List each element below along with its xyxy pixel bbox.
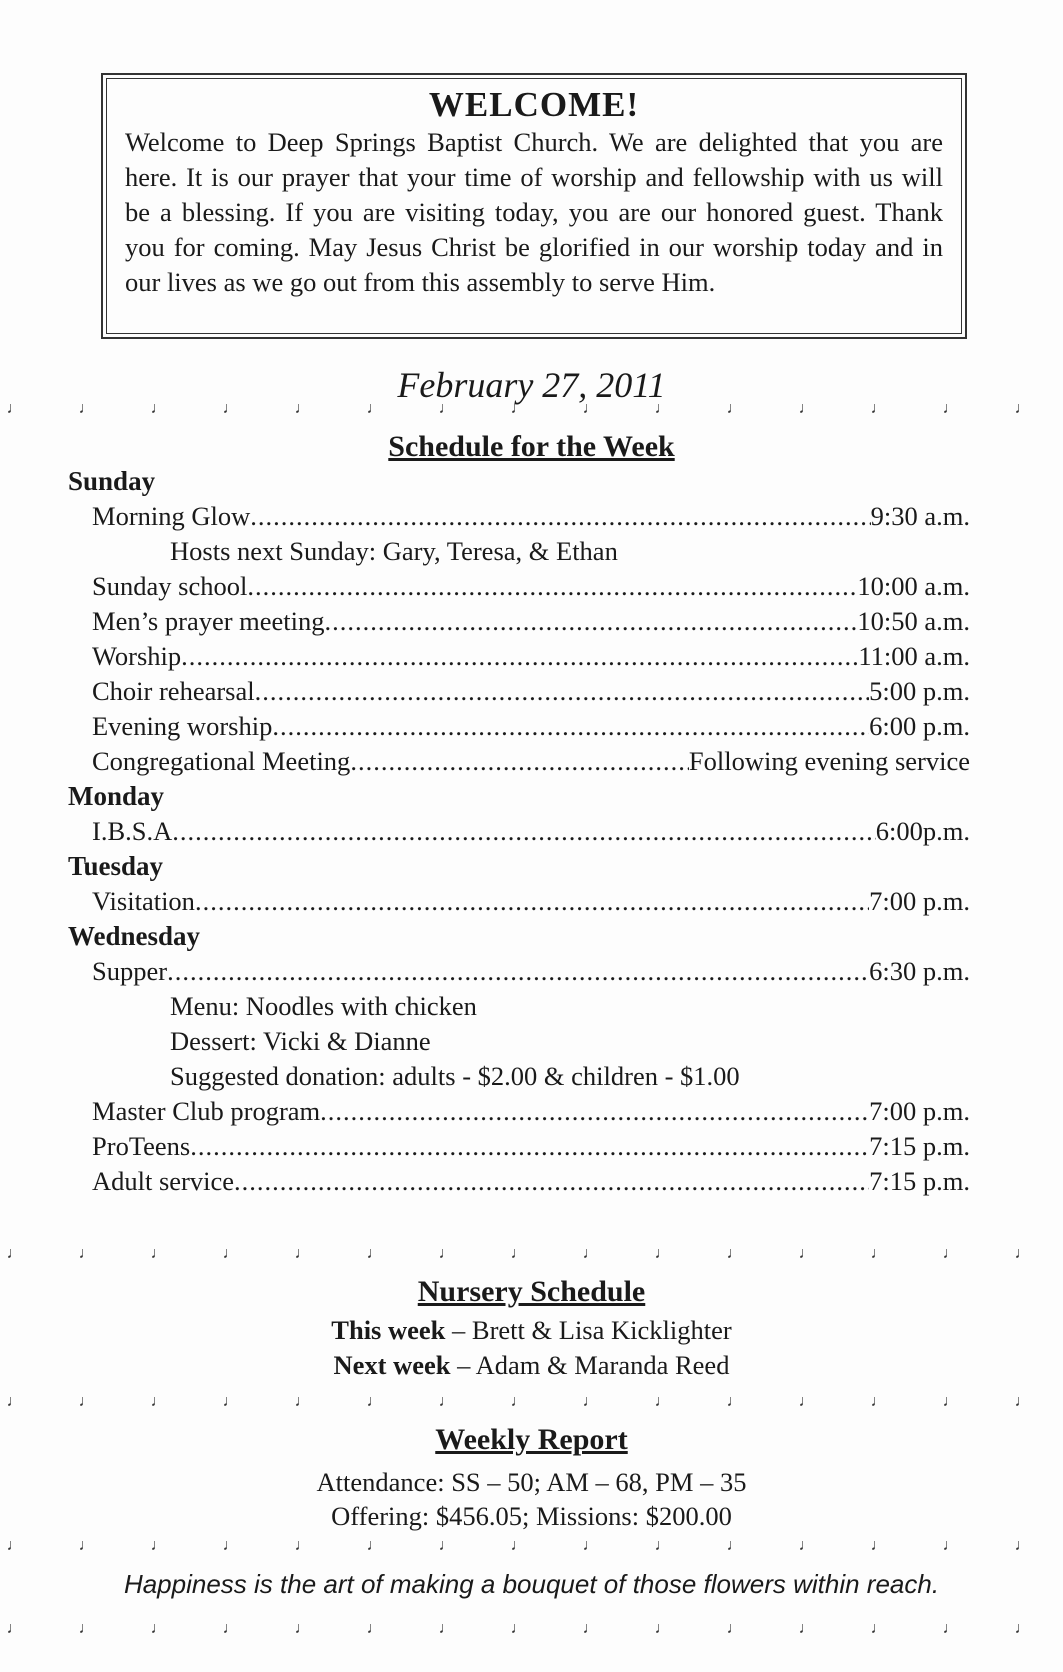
event-label: Congregational Meeting — [92, 746, 351, 776]
bulletin-date: February 27, 2011 — [397, 365, 666, 405]
nursery-this-week — [0, 1313, 1063, 1348]
nursery-next-week-label: Next week — [333, 1350, 451, 1380]
schedule-row — [68, 674, 970, 709]
leader-dots — [250, 499, 870, 534]
event-label: Supper — [92, 956, 168, 986]
event-time: 7:00 p.m. — [869, 1096, 970, 1126]
event-time: 10:50 a.m. — [857, 606, 970, 636]
leader-dots — [325, 604, 858, 639]
leader-dots — [272, 709, 869, 744]
day-heading-tuesday: Tuesday — [68, 851, 164, 881]
menu-note: Menu: Noodles with chicken — [170, 991, 477, 1021]
welcome-text: Welcome to Deep Springs Baptist Church. We are delighted that you are here. It is our prayer that your time of worship and fellowship with us will be a blessing. If you are visiting today, you are our honored guest. Thank you for coming. May Jesus Christ be glorified in our worship today and in our lives as we go out from this assembly to serve Him. — [125, 127, 943, 297]
donation-note: Suggested donation: adults - $2.00 & children - $1.00 — [170, 1061, 740, 1091]
event-time: 6:00 p.m. — [869, 711, 970, 741]
schedule-row — [68, 604, 970, 639]
day-heading-wednesday: Wednesday — [68, 921, 201, 951]
leader-dots — [167, 954, 869, 989]
event-time: 10:00 a.m. — [857, 571, 970, 601]
leader-dots — [172, 814, 876, 849]
leader-dots — [181, 639, 858, 674]
event-time: 6:00p.m. — [875, 816, 970, 846]
note-divider: ♩ ♩ ♩ ♩ ♩ ♩ ♩ ♩ ♩ ♩ ♩ ♩ ♩ ♩ ♩ — [6, 1393, 1057, 1410]
event-time: 5:00 p.m. — [869, 676, 970, 706]
note-divider: ♩ ♩ ♩ ♩ ♩ ♩ ♩ ♩ ♩ ♩ ♩ ♩ ♩ ♩ ♩ — [6, 1245, 1057, 1262]
leader-dots — [247, 569, 857, 604]
nursery-next-week — [0, 1348, 1063, 1383]
event-label: Sunday school — [92, 571, 248, 601]
event-time: 7:15 p.m. — [869, 1166, 970, 1196]
event-label: Worship — [92, 641, 182, 671]
nursery-heading: Nursery Schedule — [417, 1275, 646, 1308]
event-label: I.B.S.A — [92, 816, 173, 846]
nursery-this-week-label: This week — [331, 1315, 446, 1345]
event-label: Evening worship — [92, 711, 273, 741]
schedule-row — [68, 1094, 970, 1129]
day-heading-monday: Monday — [68, 781, 165, 811]
attendance-line: Attendance: SS – 50; AM – 68, PM – 35 — [316, 1467, 747, 1497]
schedule-row — [68, 1129, 970, 1164]
offering-line: Offering: $456.05; Missions: $200.00 — [331, 1501, 732, 1531]
event-label: Men’s prayer meeting — [92, 606, 325, 636]
event-label: Choir rehearsal — [92, 676, 255, 706]
event-time: Following evening service — [688, 746, 970, 776]
nursery-next-week-value: – Adam & Maranda Reed — [450, 1350, 730, 1380]
schedule-row — [68, 1164, 970, 1199]
schedule-row — [68, 884, 970, 919]
schedule-row — [68, 499, 970, 534]
schedule-heading: Schedule for the Week — [388, 430, 675, 463]
event-label: Adult service — [92, 1166, 235, 1196]
event-label: ProTeens — [92, 1131, 191, 1161]
leader-dots — [255, 674, 870, 709]
schedule-row — [68, 814, 970, 849]
hosts-note: Hosts next Sunday: Gary, Teresa, & Ethan — [170, 536, 618, 566]
day-heading-sunday: Sunday — [68, 466, 156, 496]
leader-dots — [190, 1129, 869, 1164]
leader-dots — [234, 1164, 869, 1199]
event-time: 7:15 p.m. — [869, 1131, 970, 1161]
event-label: Master Club program — [92, 1096, 321, 1126]
schedule-row — [68, 639, 970, 674]
schedule-row — [68, 744, 970, 779]
welcome-box — [101, 73, 967, 339]
note-divider: ♩ ♩ ♩ ♩ ♩ ♩ ♩ ♩ ♩ ♩ ♩ ♩ ♩ ♩ ♩ — [6, 400, 1057, 417]
nursery-this-week-value: – Brett & Lisa Kicklighter — [445, 1315, 732, 1345]
schedule-row — [68, 709, 970, 744]
event-time: 6:30 p.m. — [869, 956, 970, 986]
closing-quote: Happiness is the art of making a bouquet of those flowers within reach. — [123, 1569, 940, 1599]
nursery-schedule — [0, 1313, 1063, 1383]
leader-dots — [350, 744, 689, 779]
report-heading: Weekly Report — [435, 1423, 628, 1456]
dessert-note: Dessert: Vicki & Dianne — [170, 1026, 431, 1056]
note-divider: ♩ ♩ ♩ ♩ ♩ ♩ ♩ ♩ ♩ ♩ ♩ ♩ ♩ ♩ ♩ — [6, 1620, 1057, 1637]
weekly-report — [0, 1465, 1063, 1533]
weekly-schedule — [68, 466, 970, 1199]
event-label: Visitation — [92, 886, 195, 916]
leader-dots — [195, 884, 869, 919]
welcome-inner-frame — [106, 78, 962, 334]
note-divider: ♩ ♩ ♩ ♩ ♩ ♩ ♩ ♩ ♩ ♩ ♩ ♩ ♩ ♩ ♩ — [6, 1537, 1057, 1554]
event-label: Morning Glow — [92, 501, 251, 531]
event-time: 9:30 a.m. — [870, 501, 970, 531]
schedule-row — [68, 569, 970, 604]
schedule-row — [68, 954, 970, 989]
leader-dots — [320, 1094, 869, 1129]
event-time: 11:00 a.m. — [858, 641, 970, 671]
event-time: 7:00 p.m. — [869, 886, 970, 916]
welcome-title: WELCOME! — [428, 85, 640, 124]
